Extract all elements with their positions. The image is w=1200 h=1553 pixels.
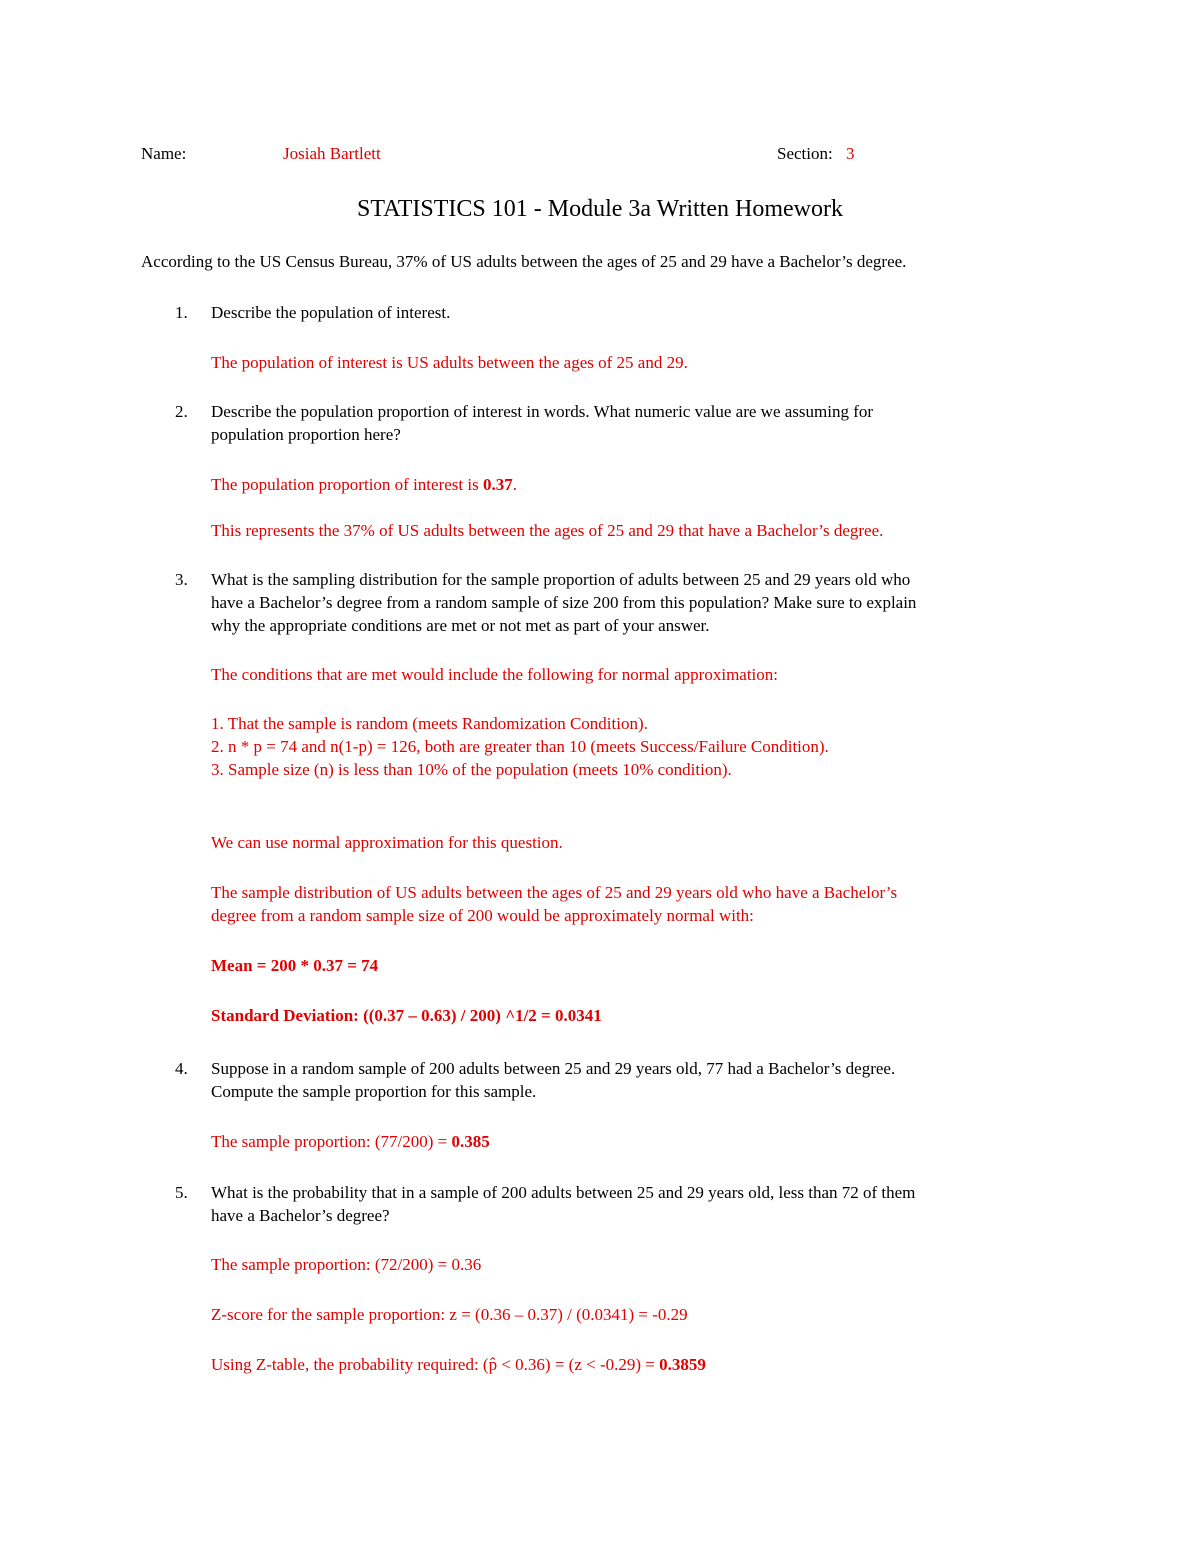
condition-item: 2. n * p = 74 and n(1-p) = 126, both are greater than 10 (meets Success/Failure Condition). [211, 737, 829, 756]
answer-line [211, 1131, 490, 1153]
question-number: 4. [175, 1059, 188, 1078]
answer-line [211, 1354, 706, 1376]
answer-text: Z-score for the sample proportion: z = (0.36 – 0.37) / (0.0341) = -0.29 [211, 1305, 688, 1324]
distribution-text: degree from a random sample size of 200 would be approximately normal with: [211, 906, 754, 925]
section-label: Section: [777, 144, 833, 163]
answer-prefix: Using Z-table, the probability required: (p̂ < 0.36) = (z < -0.29) = [211, 1355, 660, 1374]
question-number: 3. [175, 570, 188, 589]
question-text: have a Bachelor’s degree from a random sample of size 200 from this population? Make sure to explain [211, 593, 917, 612]
question-number: 1. [175, 303, 188, 322]
condition-item: 1. That the sample is random (meets Randomization Condition). [211, 714, 648, 733]
answer-value: 0.37 [482, 475, 513, 494]
answer-prefix: The sample proportion: (77/200) = [211, 1132, 452, 1151]
answer-text: The sample proportion: (72/200) = 0.36 [211, 1255, 482, 1274]
answer-value: 0.385 [451, 1132, 490, 1151]
answer-text: The population of interest is US adults between the ages of 25 and 29. [211, 353, 688, 372]
question-text: why the appropriate conditions are met or not met as part of your answer. [211, 616, 710, 635]
question-text: Compute the sample proportion for this sample. [211, 1082, 537, 1101]
question-text: What is the probability that in a sample of 200 adults between 25 and 29 years old, less than 72 of them [211, 1183, 916, 1202]
intro-text: According to the US Census Bureau, 37% of US adults between the ages of 25 and 29 have a Bachelor’s degree. [141, 252, 907, 271]
condition-item: 3. Sample size (n) is less than 10% of the population (meets 10% condition). [211, 760, 732, 779]
page-title: STATISTICS 101 - Module 3a Written Homework [357, 196, 843, 222]
answer-value: 0.3859 [659, 1355, 706, 1374]
question-number: 2. [175, 402, 188, 421]
answer-suffix: . [512, 475, 517, 494]
mean-formula: Mean = 200 * 0.37 = 74 [211, 956, 379, 975]
distribution-text: The sample distribution of US adults between the ages of 25 and 29 years old who have a Bachelor’s [211, 883, 898, 902]
section-value: 3 [846, 144, 855, 163]
question-text: Describe the population of interest. [211, 303, 451, 322]
question-text: Describe the population proportion of interest in words. What numeric value are we assuming for [211, 402, 874, 421]
answer-prefix: The population proportion of interest is [211, 475, 483, 494]
question-text: have a Bachelor’s degree? [211, 1206, 390, 1225]
answer-text: This represents the 37% of US adults between the ages of 25 and 29 that have a Bachelor’s degree. [211, 521, 884, 540]
name-value: Josiah Bartlett [283, 144, 381, 163]
question-text: population proportion here? [211, 425, 401, 444]
name-label: Name: [141, 144, 187, 163]
answer-line [211, 474, 517, 496]
question-number: 5. [175, 1183, 188, 1202]
sd-formula: Standard Deviation: ((0.37 – 0.63) / 200) ^1/2 = 0.0341 [211, 1006, 602, 1025]
conditions-intro: The conditions that are met would include the following for normal approximation: [211, 665, 779, 684]
normal-approx-text: We can use normal approximation for this question. [211, 833, 563, 852]
question-text: What is the sampling distribution for the sample proportion of adults between 25 and 29 years old who [211, 570, 911, 589]
question-text: Suppose in a random sample of 200 adults between 25 and 29 years old, 77 had a Bachelor’s degree. [211, 1059, 896, 1078]
